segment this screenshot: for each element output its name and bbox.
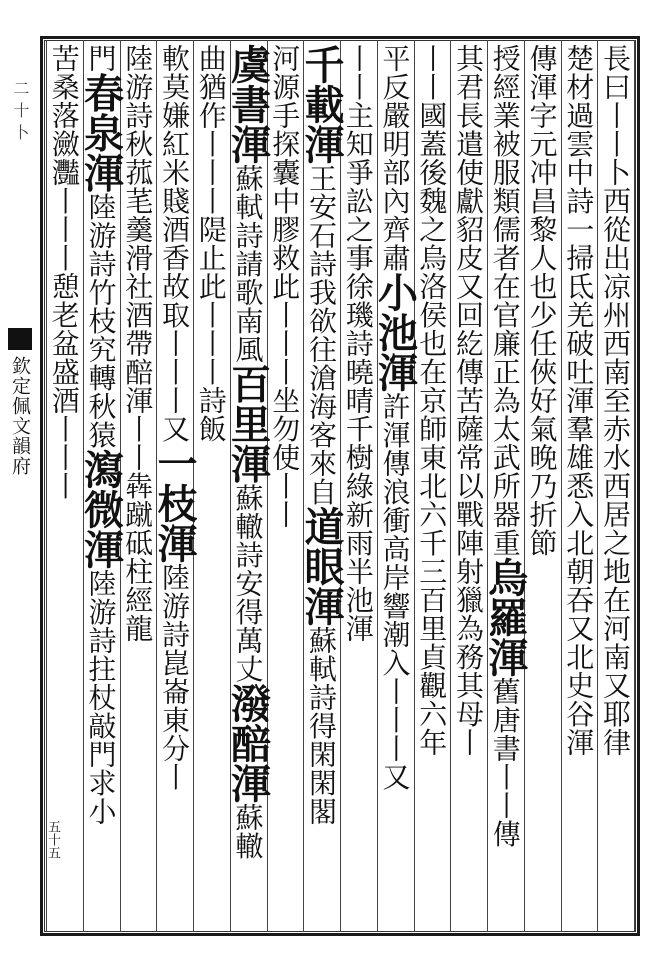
text-column: [481, 44, 529, 928]
text-column: [562, 44, 597, 928]
text-column: [371, 44, 419, 928]
headword: 潑醅渾: [224, 683, 272, 803]
headword: 一枝渾: [151, 443, 198, 563]
headword: 百里渾: [224, 363, 272, 484]
entry-text: 授經業被服類儒者在官廉正為太武所器重: [488, 44, 522, 557]
headword: 烏羅渾: [481, 557, 529, 677]
text-column: [298, 44, 345, 928]
entry-text: 陸游詩崑崙東分丨: [158, 563, 191, 791]
headword: 小池渾: [371, 272, 419, 392]
headword: 千載渾: [298, 44, 345, 164]
column-rule: [634, 40, 635, 932]
text-column: [194, 44, 229, 928]
entry-text: 陸游詩拄杖敲門求小: [84, 569, 118, 826]
text-column: [598, 44, 633, 928]
entry-text: 王安石詩我欲往滄海客來自: [305, 164, 338, 506]
text-column: [525, 44, 560, 928]
book-title: 欽定佩文韻府: [9, 356, 31, 476]
entry-text: 陸游詩秋菰芼羹滑社酒帶醅渾: [121, 44, 155, 415]
headword: 虞書渾: [224, 44, 272, 164]
entry-text: 坐勿使丨丨: [268, 386, 302, 529]
entry-text: 河源手探囊中膠救此丨丨丨: [268, 44, 302, 386]
entry-text: 軟莫嫌紅米賤酒香故取丨丨丨又: [158, 44, 191, 443]
entry-text: 曲猶作丨丨丨: [194, 44, 228, 215]
entry-text: 楚材過雲中詩一掃氐羌破吐渾羣雄悉入北朝吞又北史谷渾: [562, 44, 596, 757]
entry-text: 蘇軾詩請歌南風: [231, 164, 265, 364]
text-column: [121, 44, 156, 928]
margin-top-marks: 二十卜: [11, 80, 30, 146]
headword: 瀉微渾: [77, 449, 125, 569]
fish-tail-mark: [8, 328, 32, 350]
headword: 道眼渾: [298, 506, 345, 626]
entry-text: 平反嚴明部內齊肅: [378, 44, 412, 272]
text-column: [224, 44, 272, 928]
entry-text: 憩老盆盛酒丨丨丨: [47, 272, 81, 500]
page-number: 五十五: [45, 820, 60, 859]
text-column: [77, 44, 125, 928]
text-column: [415, 44, 450, 928]
text-column: [47, 44, 82, 928]
entry-text: 丨丨主知爭訟之事: [341, 44, 375, 272]
page-margin: [0, 36, 40, 936]
entry-text: 長曰丨丨卜西從出凉州西南至赤水西居之地在河南又耶律: [599, 44, 632, 757]
entry-text: 苦桑落瀲灩丨丨丨: [47, 44, 81, 272]
entry-text: 舊唐書丨丨傳: [488, 677, 522, 848]
entry-text: 徐璣詩曉晴千樹綠新雨半池渾: [341, 272, 375, 643]
entry-text: 蘇轍詩安得萬丈: [231, 483, 265, 683]
entry-text: 丨丨犇蹴砥柱經龍: [121, 414, 155, 643]
entry-text: 門: [84, 44, 118, 73]
entry-text: 陸游詩竹枝究轉秋猿: [84, 192, 118, 449]
entry-text: 其君長遣使獻貂皮又回紇傳苦薩常以戰陣射獵為務其母丨: [452, 44, 485, 757]
entry-text: 許渾傳浪衝高岸響潮入丨丨丨又: [378, 392, 412, 791]
headword: 春泉渾: [77, 72, 125, 193]
entry-text: 蘇軾詩得閑閑閣: [305, 626, 338, 826]
text-column: [451, 44, 486, 928]
entry-text: 丨丨國蓋後魏之烏洛侯也在京師東北六千三百里貞觀六年: [415, 44, 449, 757]
text-column: [268, 44, 303, 928]
text-column: [151, 44, 198, 928]
entry-text: 傳渾字元冲昌黎人也少任俠好氣晚乃折節: [525, 44, 559, 557]
entry-text: 蘇轍: [231, 803, 265, 860]
text-column: [341, 44, 376, 928]
entry-text: 隄止此丨丨丨: [194, 215, 228, 386]
entry-text: 詩飯: [194, 386, 228, 443]
